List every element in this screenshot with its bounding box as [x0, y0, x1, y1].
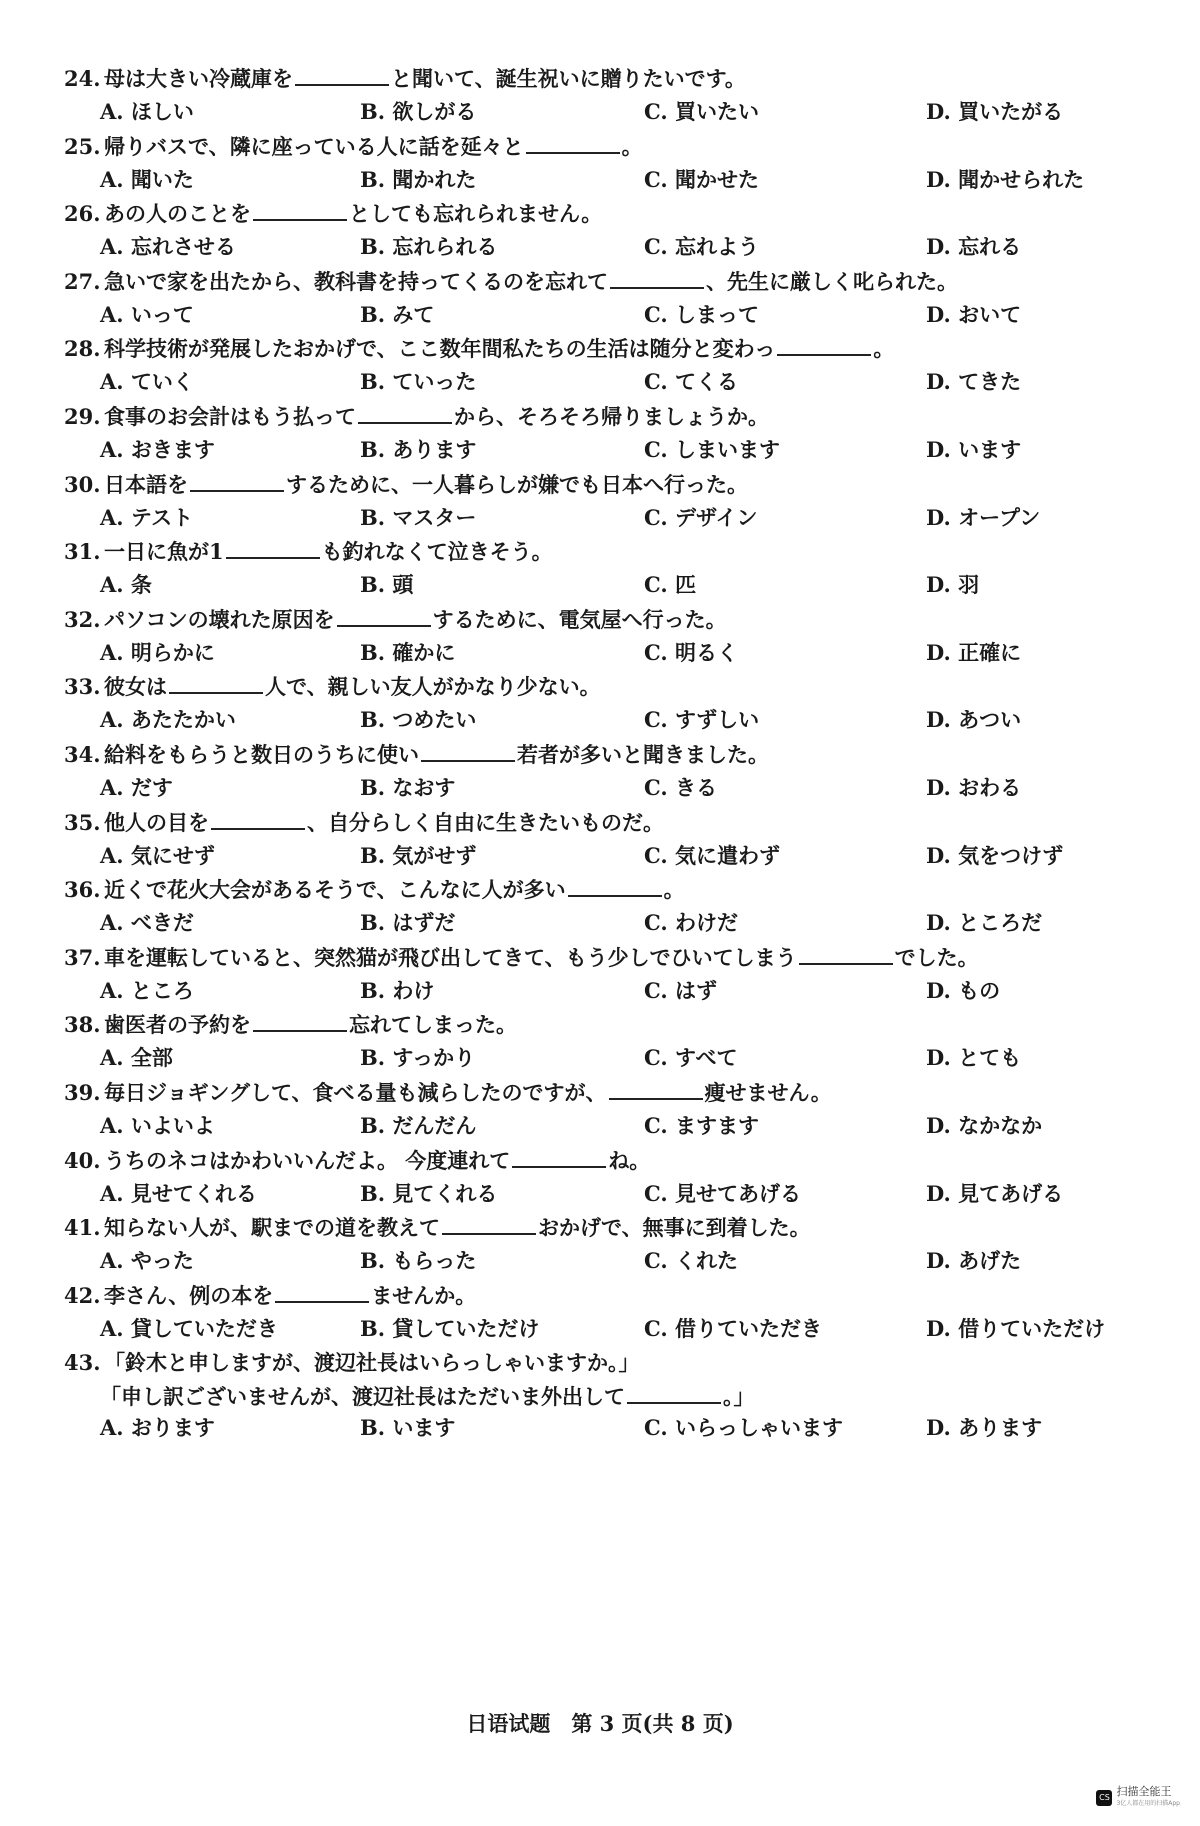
question-line-1: 「鈴木と申しますが、渡辺社長はいらっしゃいますか。」	[104, 1350, 640, 1375]
question-text-post: でした。	[894, 945, 979, 970]
question-text-post: としても忘れられません。	[349, 201, 603, 226]
question-42	[64, 1281, 1164, 1311]
question-38	[64, 1010, 1164, 1040]
options-28	[100, 367, 1180, 397]
question-number: 36.	[64, 877, 101, 902]
option-c: C. くれた	[644, 1248, 738, 1273]
answer-blank	[275, 1281, 369, 1303]
option-b: B. はずだ	[360, 910, 456, 935]
question-text-post: 人で、親しい友人がかなり少ない。	[265, 674, 601, 699]
options-39	[100, 1111, 1180, 1141]
option-b: B. 聞かれた	[360, 167, 477, 192]
question-text-post: 若者が多いと聞きました。	[517, 742, 769, 767]
options-41	[100, 1246, 1180, 1276]
option-a: A. ほしい	[100, 99, 194, 124]
question-text-pre: 「申し訳ございませんが、渡辺社長はただいま外出して	[100, 1384, 625, 1409]
question-number: 29.	[64, 404, 101, 429]
option-c: C. 借りていただき	[644, 1316, 822, 1341]
question-28	[64, 334, 1164, 364]
option-d: D. 見てあげる	[926, 1181, 1064, 1206]
option-a: A. 明らかに	[100, 640, 215, 665]
answer-blank	[526, 132, 620, 154]
option-b: B. 忘れられる	[360, 234, 498, 259]
option-b: B. みて	[360, 302, 435, 327]
question-27	[64, 267, 1164, 297]
question-number: 27.	[64, 269, 101, 294]
option-c: C. 買いたい	[644, 99, 759, 124]
question-number: 39.	[64, 1080, 101, 1105]
answer-blank	[211, 808, 305, 830]
answer-blank	[627, 1382, 721, 1404]
option-a: A. 全部	[100, 1045, 173, 1070]
answer-blank	[358, 402, 452, 424]
options-35	[100, 841, 1180, 871]
question-number: 37.	[64, 945, 101, 970]
question-number: 32.	[64, 607, 101, 632]
question-text-post: と聞いて、誕生祝いに贈りたいです。	[391, 66, 746, 91]
option-c: C. ますます	[644, 1113, 759, 1138]
option-a: A. やった	[100, 1248, 194, 1273]
option-b: B. あります	[360, 437, 477, 462]
option-a: A. ていく	[100, 369, 194, 394]
scanner-watermark	[1096, 1786, 1180, 1810]
question-text-pre: 急いで家を出たから、教科書を持ってくるのを忘れて	[104, 269, 608, 294]
question-text-post: 。	[873, 336, 895, 361]
question-text-post: から、そろそろ帰りましょうか。	[454, 404, 769, 429]
option-b: B. 頭	[360, 572, 414, 597]
option-d: D. なかなか	[926, 1113, 1043, 1138]
question-37	[64, 943, 1164, 973]
question-text-pre: 母は大きい冷蔵庫を	[104, 66, 293, 91]
question-number: 25.	[64, 134, 101, 159]
logo-name: 扫描全能王	[1116, 1785, 1172, 1798]
answer-blank	[226, 537, 320, 559]
answer-blank	[609, 1078, 703, 1100]
option-d: D. もの	[926, 978, 1001, 1003]
option-d: D. 借りていただけ	[926, 1316, 1106, 1341]
answer-blank	[442, 1213, 536, 1235]
answer-blank	[253, 199, 347, 221]
question-text-pre: 科学技術が発展したおかげで、ここ数年間私たちの生活は随分と変わっ	[104, 336, 776, 361]
option-d: D. 買いたがる	[926, 99, 1064, 124]
answer-blank	[169, 672, 263, 694]
question-text-post: 忘れてしまった。	[349, 1012, 517, 1037]
option-a: A. だす	[100, 775, 173, 800]
question-32	[64, 605, 1164, 635]
question-number: 34.	[64, 742, 101, 767]
question-text-post: ね。	[608, 1148, 651, 1173]
question-text-pre: 毎日ジョギングして、食べる量も減らしたのですが、	[104, 1080, 607, 1105]
question-text-post: するために、一人暮らしが嫌でも日本へ行った。	[286, 472, 748, 497]
option-b: B. 見てくれる	[360, 1181, 498, 1206]
question-text-pre: 日本語を	[104, 472, 188, 497]
option-b: B. 欲しがる	[360, 99, 477, 124]
question-text-pre: 歯医者の予約を	[104, 1012, 251, 1037]
options-34	[100, 773, 1180, 803]
question-33	[64, 672, 1164, 702]
option-c: C. はず	[644, 978, 717, 1003]
option-c: C. 気に遣わず	[644, 843, 780, 868]
question-26	[64, 199, 1164, 229]
question-text-pre: 彼女は	[104, 674, 167, 699]
question-text-pre: 一日に魚が1	[104, 539, 224, 564]
option-a: A. あたたかい	[100, 707, 236, 732]
question-number: 33.	[64, 674, 101, 699]
answer-blank	[777, 334, 871, 356]
question-text-pre: 帰りバスで、隣に座っている人に話を延々と	[104, 134, 524, 159]
options-33	[100, 705, 1180, 735]
option-c: C. 聞かせた	[644, 167, 759, 192]
option-c: C. いらっしゃいます	[644, 1415, 843, 1440]
question-43-line-2	[100, 1382, 755, 1412]
options-24	[100, 97, 1180, 127]
option-d: D. あつい	[926, 707, 1022, 732]
option-d: D. ところだ	[926, 910, 1043, 935]
answer-blank	[295, 64, 389, 86]
question-34	[64, 740, 1164, 770]
answer-blank	[799, 943, 893, 965]
option-d: D. オープン	[926, 505, 1041, 530]
question-number: 31.	[64, 539, 101, 564]
option-d: D. 忘れる	[926, 234, 1022, 259]
question-40	[64, 1146, 1164, 1176]
question-text-pre: 食事のお会計はもう払って	[104, 404, 356, 429]
options-43	[100, 1413, 1180, 1443]
options-26	[100, 232, 1180, 262]
option-b: B. マスター	[360, 505, 477, 530]
option-c: C. 明るく	[644, 640, 738, 665]
option-d: D. 羽	[926, 572, 980, 597]
option-c: C. きる	[644, 775, 717, 800]
question-text-pre: パソコンの壊れた原因を	[104, 607, 335, 632]
question-30	[64, 470, 1164, 500]
answer-blank	[253, 1010, 347, 1032]
options-37	[100, 976, 1180, 1006]
option-a: A. 忘れさせる	[100, 234, 236, 259]
question-text-post: も釣れなくて泣きそう。	[321, 539, 553, 564]
question-text-pre: 李さん、例の本を	[104, 1283, 274, 1308]
options-42	[100, 1314, 1180, 1344]
question-43	[64, 1348, 1164, 1378]
option-c: C. すべて	[644, 1045, 738, 1070]
option-d: D. あります	[926, 1415, 1043, 1440]
question-text-pre: 車を運転していると、突然猫が飛び出してきて、もう少しでひいてしまう	[104, 945, 797, 970]
option-a: A. 条	[100, 572, 152, 597]
option-c: C. てくる	[644, 369, 738, 394]
question-text-post: 、自分らしく自由に生きたいものだ。	[307, 810, 664, 835]
question-number: 30.	[64, 472, 101, 497]
option-a: A. 貸していただき	[100, 1316, 278, 1341]
question-text-post: 。	[621, 134, 643, 159]
question-number: 43.	[64, 1350, 101, 1375]
options-31	[100, 570, 1180, 600]
option-a: A. いって	[100, 302, 194, 327]
question-text-post: するために、電気屋へ行った。	[432, 607, 727, 632]
option-b: B. つめたい	[360, 707, 477, 732]
option-a: A. 見せてくれる	[100, 1181, 257, 1206]
answer-blank	[421, 740, 515, 762]
question-24	[64, 64, 1164, 94]
options-25	[100, 165, 1180, 195]
options-40	[100, 1179, 1180, 1209]
option-b: B. ていった	[360, 369, 477, 394]
option-c: C. 匹	[644, 572, 696, 597]
question-number: 28.	[64, 336, 101, 361]
option-a: A. いよいよ	[100, 1113, 215, 1138]
question-number: 38.	[64, 1012, 101, 1037]
question-text-pre: うちのネコはかわいいんだよ。 今度連れて	[104, 1148, 511, 1173]
answer-blank	[190, 470, 284, 492]
question-number: 40.	[64, 1148, 101, 1173]
option-c: C. しまって	[644, 302, 759, 327]
option-a: A. べきだ	[100, 910, 194, 935]
option-b: B. 確かに	[360, 640, 456, 665]
option-b: B. もらった	[360, 1248, 477, 1273]
question-text-post: ませんか。	[371, 1283, 477, 1308]
option-b: B. 貸していただけ	[360, 1316, 540, 1341]
option-d: D. とても	[926, 1045, 1022, 1070]
option-d: D. おいて	[926, 302, 1022, 327]
question-25	[64, 132, 1164, 162]
question-36	[64, 875, 1164, 905]
option-c: C. 忘れよう	[644, 234, 759, 259]
question-39	[64, 1078, 1164, 1108]
question-number: 24.	[64, 66, 101, 91]
option-b: B. います	[360, 1415, 456, 1440]
option-d: D. てきた	[926, 369, 1022, 394]
page-footer: 日语试题 第 3 页(共 8 页)	[466, 1711, 734, 1736]
option-d: D. 正確に	[926, 640, 1022, 665]
option-a: A. ところ	[100, 978, 194, 1003]
answer-blank	[337, 605, 431, 627]
options-30	[100, 503, 1180, 533]
option-d: D. おわる	[926, 775, 1022, 800]
question-text-post: 。	[663, 877, 685, 902]
option-a: A. おきます	[100, 437, 215, 462]
option-d: D. 聞かせられた	[926, 167, 1085, 192]
question-text-pre: 給料をもらうと数日のうちに使い	[104, 742, 419, 767]
answer-blank	[568, 875, 662, 897]
options-27	[100, 300, 1180, 330]
option-d: D. います	[926, 437, 1022, 462]
question-text-pre: 他人の目を	[104, 810, 209, 835]
option-c: C. デザイン	[644, 505, 758, 530]
question-text-post: 痩せません。	[704, 1080, 832, 1105]
options-36	[100, 908, 1180, 938]
options-32	[100, 638, 1180, 668]
option-b: B. 気がせず	[360, 843, 477, 868]
camscanner-logo-icon: CS	[1096, 1790, 1112, 1806]
option-a: A. 聞いた	[100, 167, 194, 192]
question-text-post: おかげで、無事に到着した。	[538, 1215, 811, 1240]
option-d: D. あげた	[926, 1248, 1022, 1273]
option-a: A. テスト	[100, 505, 194, 530]
question-number: 42.	[64, 1283, 101, 1308]
question-number: 26.	[64, 201, 101, 226]
question-text-pre: 知らない人が、駅までの道を教えて	[104, 1215, 440, 1240]
question-text-pre: あの人のことを	[104, 201, 251, 226]
option-a: A. おります	[100, 1415, 215, 1440]
option-b: B. なおす	[360, 775, 456, 800]
question-29	[64, 402, 1164, 432]
option-a: A. 気にせず	[100, 843, 215, 868]
question-41	[64, 1213, 1164, 1243]
option-d: D. 気をつけず	[926, 843, 1064, 868]
answer-blank	[610, 267, 704, 289]
question-35	[64, 808, 1164, 838]
option-c: C. わけだ	[644, 910, 738, 935]
question-text-post: 。」	[723, 1384, 755, 1409]
options-38	[100, 1043, 1180, 1073]
options-29	[100, 435, 1180, 465]
question-text-pre: 近くで花火大会があるそうで、こんなに人が多い	[104, 877, 566, 902]
question-31	[64, 537, 1164, 567]
option-b: B. すっかり	[360, 1045, 476, 1070]
question-text-post: 、先生に厳しく叱られた。	[706, 269, 958, 294]
option-c: C. しまいます	[644, 437, 780, 462]
question-number: 35.	[64, 810, 101, 835]
option-b: B. わけ	[360, 978, 435, 1003]
answer-blank	[512, 1146, 606, 1168]
option-c: C. すずしい	[644, 707, 760, 732]
logo-subtitle: 3亿人都在用的扫描App	[1116, 1800, 1180, 1807]
option-c: C. 見せてあげる	[644, 1181, 801, 1206]
question-number: 41.	[64, 1215, 101, 1240]
option-b: B. だんだん	[360, 1113, 477, 1138]
